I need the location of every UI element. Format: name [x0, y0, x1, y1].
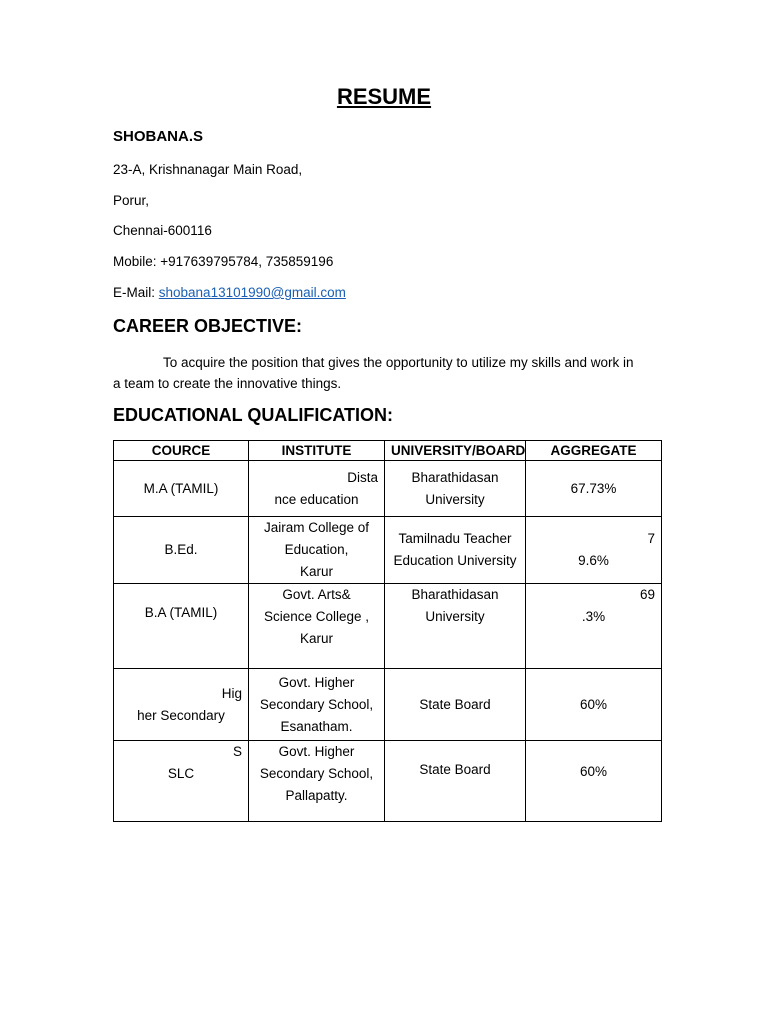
- cell-university: [385, 669, 526, 741]
- cell-line: Bharathidasan: [411, 587, 499, 602]
- email-link[interactable]: shobana13101990@gmail.com: [158, 285, 346, 300]
- cell-line: Karur: [299, 564, 333, 579]
- header-aggregate: AGGREGATE: [526, 441, 662, 461]
- cell-line: M.A (TAMIL): [143, 480, 219, 496]
- cell-line: B.Ed.: [164, 542, 198, 557]
- email-line: [113, 285, 346, 300]
- cell-line: B.A (TAMIL): [144, 605, 218, 620]
- cell-line: nce education: [274, 491, 359, 507]
- career-objective-heading: CAREER OBJECTIVE:: [113, 316, 303, 336]
- cell-line: 60%: [579, 764, 608, 779]
- table-row: [114, 517, 662, 584]
- header-course: COURCE: [114, 441, 249, 461]
- cell-line: 7: [647, 531, 655, 546]
- cell-line: State Board: [419, 696, 491, 712]
- cell-line: Dista: [347, 469, 378, 485]
- table-row: [114, 741, 662, 822]
- cell-university: [385, 517, 526, 584]
- cell-institute: [249, 517, 385, 584]
- cell-line: Tamilnadu Teacher: [398, 531, 512, 546]
- cell-course: [114, 584, 249, 669]
- cell-line: 69: [639, 587, 655, 602]
- cell-university: [385, 741, 526, 822]
- candidate-name: SHOBANA.S: [113, 128, 204, 145]
- educational-qualification-heading: EDUCATIONAL QUALIFICATION:: [113, 405, 393, 425]
- cell-line: Jairam College of: [263, 520, 370, 535]
- table-row: [114, 461, 662, 517]
- header-university: UNIVERSITY/BOARD: [385, 441, 526, 461]
- cell-line: University: [425, 609, 485, 624]
- cell-line: Hig: [221, 685, 242, 701]
- cell-aggregate: [526, 741, 662, 822]
- cell-line: SLC: [167, 766, 195, 781]
- mobile-line: Mobile: +917639795784, 735859196: [113, 254, 334, 269]
- cell-course: [114, 461, 249, 517]
- cell-line: Pallapatty.: [285, 788, 348, 803]
- cell-line: Govt. Higher: [278, 744, 355, 759]
- cell-line: 67.73%: [570, 480, 617, 496]
- cell-course: [114, 741, 249, 822]
- email-label: E-Mail:: [113, 285, 159, 300]
- resume-title: RESUME: [336, 84, 432, 109]
- cell-line: 9.6%: [578, 553, 609, 568]
- cell-line: her Secondary: [137, 707, 225, 723]
- cell-line: .3%: [581, 609, 606, 624]
- address-line-3: Chennai-600116: [113, 223, 212, 238]
- table-header-row: [114, 441, 662, 461]
- cell-line: Karur: [299, 631, 333, 646]
- cell-line: Esanatham.: [280, 718, 353, 734]
- cell-university: [385, 461, 526, 517]
- address-line-2: Porur,: [113, 193, 150, 208]
- header-institute: INSTITUTE: [249, 441, 385, 461]
- cell-line: Secondary School,: [259, 766, 374, 781]
- table-row: [114, 584, 662, 669]
- cell-line: Bharathidasan: [411, 469, 499, 485]
- cell-line: Education,: [284, 542, 349, 557]
- objective-line-1: To acquire the position that gives the opportunity to utilize my skills and work in: [163, 355, 634, 370]
- cell-institute: [249, 584, 385, 669]
- cell-aggregate: [526, 669, 662, 741]
- cell-institute: [249, 669, 385, 741]
- career-objective-text: [113, 352, 663, 394]
- cell-line: S: [232, 744, 242, 759]
- cell-line: Secondary School,: [259, 696, 374, 712]
- table-row: [114, 669, 662, 741]
- address-line-1: 23-A, Krishnanagar Main Road,: [113, 162, 303, 177]
- cell-institute: [249, 741, 385, 822]
- cell-aggregate: [526, 584, 662, 669]
- education-table: [113, 440, 662, 822]
- cell-line: Govt. Higher: [278, 674, 355, 690]
- cell-institute: [249, 461, 385, 517]
- cell-course: [114, 669, 249, 741]
- cell-aggregate: [526, 517, 662, 584]
- cell-line: Education University: [393, 553, 517, 568]
- cell-line: 60%: [579, 696, 608, 712]
- objective-line-2: a team to create the innovative things.: [113, 376, 342, 391]
- cell-course: [114, 517, 249, 584]
- cell-aggregate: [526, 461, 662, 517]
- cell-line: Govt. Arts&: [282, 587, 351, 602]
- cell-university: [385, 584, 526, 669]
- cell-line: State Board: [419, 762, 491, 777]
- cell-line: University: [425, 491, 485, 507]
- cell-line: Science College ,: [263, 609, 370, 624]
